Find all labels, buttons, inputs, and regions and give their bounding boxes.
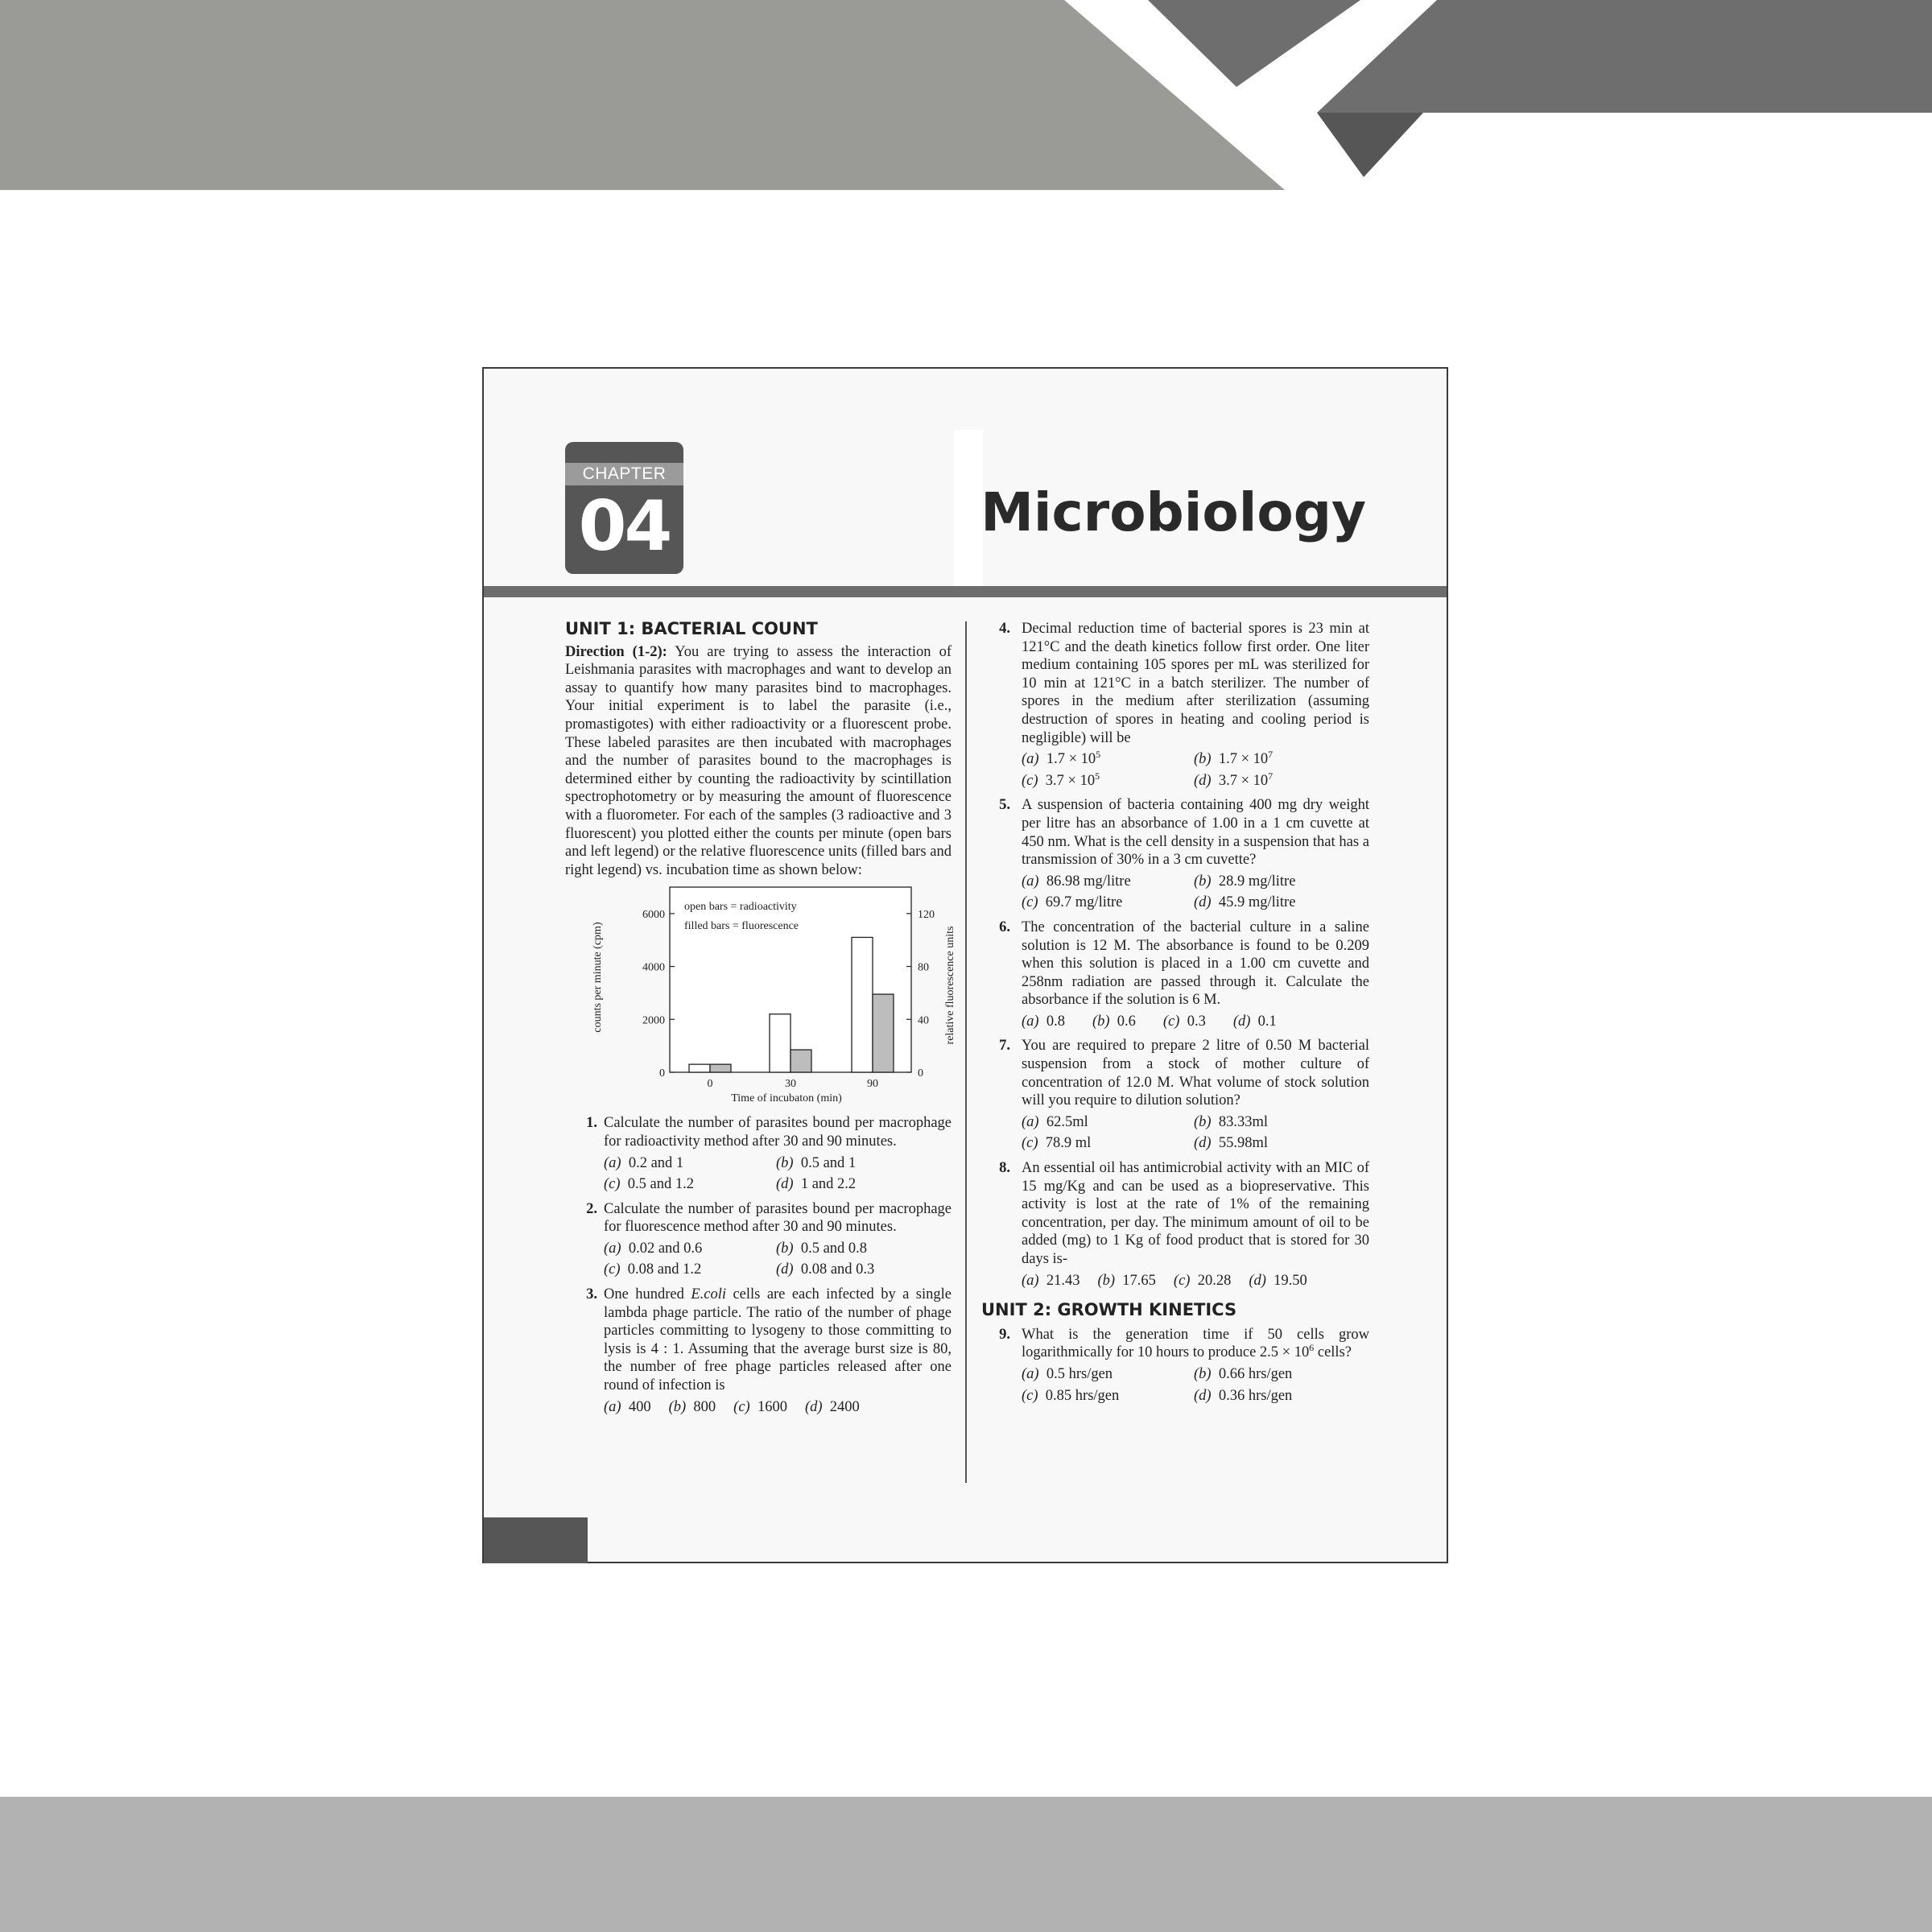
options: [1022, 1013, 1369, 1031]
question-text: One hundred E.coli cells are each infected by a single lambda phage particle. The ratio of the number of phage particles committing to lysogeny to those committing to lysis is 4 : 1. Assuming that the average burst size is 80, the number of free phage particles released after one round of infection is: [604, 1286, 952, 1394]
option-d[interactable]: (d) 0.1: [1232, 1013, 1277, 1030]
header-gap-strip: [954, 430, 983, 591]
top-decorative-band: [0, 0, 1932, 193]
bar-radioactivity-30: [770, 1014, 791, 1072]
option-a[interactable]: (a) 0.8: [1022, 1013, 1065, 1030]
question-3: [565, 1286, 952, 1416]
direction-paragraph: [565, 643, 952, 880]
option-a[interactable]: (a) 0.02 and 0.6: [604, 1240, 703, 1257]
question-text: Calculate the number of parasites bound per macrophage for fluorescence method after 30 and 90 minutes.: [604, 1200, 952, 1236]
question-text: A suspension of bacteria containing 400 mg dry weight per litre has an absorbance of 1.00 in a 1 cm cuvette at 450 nm. What is the cell density in a suspension that has a transmission of 30% in a 3 cm cuvette?: [1022, 797, 1369, 869]
question-6: [983, 919, 1369, 1031]
question-7: [983, 1037, 1369, 1153]
question-number: 2.: [586, 1200, 597, 1217]
legend-line-1: open bars = radioactivity: [684, 901, 797, 914]
direction-label: Direction (1-2):: [565, 643, 667, 660]
y-left-tick-label: 2000: [642, 1014, 665, 1027]
y-left-tick-label: 0: [659, 1067, 665, 1080]
option-c[interactable]: (c) 0.08 and 1.2: [604, 1261, 702, 1278]
unit1-heading: UNIT 1: BACTERIAL COUNT: [565, 619, 818, 638]
question-text: An essential oil has antimicrobial activity with an MIC of 15 mg/Kg and can be used as a biopreservative. This activity is lost at the rate of 1% of the remaining concentration, per day. The minimum amount of oil to be added (mg) to 1 Kg of food product that is stored for 30 days is-: [1022, 1160, 1369, 1267]
x-axis-label: Time of incubaton (min): [731, 1092, 842, 1105]
option-a[interactable]: (a) 0.2 and 1: [604, 1154, 684, 1171]
option-b[interactable]: (b) 0.5 and 1: [776, 1154, 857, 1171]
question-1: [565, 1114, 952, 1193]
option-b[interactable]: (b) 0.5 and 0.8: [776, 1240, 868, 1257]
chapter-number: 04: [578, 486, 671, 567]
question-number: 6.: [999, 919, 1010, 935]
options: [1022, 873, 1369, 912]
chapter-label: CHAPTER: [565, 463, 683, 485]
bar-chart: [589, 882, 956, 1108]
question-8: [983, 1159, 1369, 1290]
question-number: 1.: [586, 1115, 597, 1132]
question-number: 9.: [999, 1326, 1010, 1343]
option-b[interactable]: (b) 0.66 hrs/gen: [1194, 1365, 1293, 1382]
left-column: [565, 619, 956, 1416]
option-d[interactable]: (d) 0.08 and 0.3: [776, 1261, 875, 1278]
question-text: What is the generation time if 50 cells grow logarithmically for 10 hours to produce $2.5 \times 10^6$ cells?: [1022, 1326, 1369, 1361]
y-axis-left-label: counts per minute (cpm): [592, 922, 604, 1033]
bar-fluorescence-30: [791, 1050, 811, 1072]
question-number: 8.: [999, 1160, 1010, 1177]
option-d[interactable]: (d) $3.7 \times 10^7$: [1194, 770, 1274, 789]
chapter-badge: [565, 442, 683, 574]
x-tick-label: 90: [867, 1078, 878, 1091]
bar-radioactivity-90: [852, 938, 873, 1073]
option-a[interactable]: (a) 21.43: [1022, 1272, 1080, 1289]
column-divider: [965, 621, 967, 1483]
y-right-tick-label: 0: [918, 1067, 923, 1080]
option-c[interactable]: (c) 20.28: [1173, 1272, 1232, 1289]
y-axis-right-label: relative fluorescence units: [944, 926, 956, 1045]
option-b[interactable]: (b) 17.65: [1097, 1272, 1156, 1289]
option-c[interactable]: (c) 0.85 hrs/gen: [1022, 1387, 1120, 1404]
option-a[interactable]: (a) 400: [604, 1398, 651, 1415]
options: [604, 1240, 952, 1279]
x-tick-label: 30: [785, 1078, 796, 1091]
chapter-title: Microbiology: [980, 481, 1366, 543]
options: [604, 1154, 952, 1194]
options: [1022, 750, 1369, 790]
y-right-tick-label: 120: [918, 909, 935, 922]
legend-line-2: filled bars = fluorescence: [684, 920, 799, 933]
option-d[interactable]: (d) 1 and 2.2: [776, 1176, 857, 1193]
options: [1022, 1272, 1369, 1290]
option-d[interactable]: (d) 19.50: [1249, 1272, 1307, 1289]
question-text: Decimal reduction time of bacterial spores is 23 min at 121°C and the death kinetics follow first order. One liter medium containing 105 spores per mL was sterilized for 10 min at 121°C in a batch sterilizer. The number of spores in the medium after sterilization (assuming destruction of spores in heating and cooling period is negligible) will be: [1022, 621, 1369, 746]
question-5: [983, 796, 1369, 912]
option-d[interactable]: (d) 45.9 mg/litre: [1194, 894, 1296, 911]
bottom-decorative-band: [0, 1797, 1932, 1932]
y-left-tick-label: 6000: [642, 909, 665, 922]
question-number: 5.: [999, 797, 1010, 814]
right-column: [983, 620, 1369, 1405]
question-number: 7.: [999, 1038, 1010, 1055]
x-tick-label: 0: [707, 1078, 713, 1091]
option-a[interactable]: (a) 0.5 hrs/gen: [1022, 1365, 1113, 1382]
bar-fluorescence-0: [710, 1064, 731, 1072]
option-c[interactable]: (c) 1600: [733, 1398, 787, 1415]
option-a[interactable]: (a) 62.5ml: [1022, 1113, 1088, 1130]
question-4: [983, 620, 1369, 790]
option-d[interactable]: (d) 0.36 hrs/gen: [1194, 1387, 1293, 1404]
options: [1022, 1365, 1369, 1405]
direction-text: You are trying to assess the interaction of Leishmania parasites with macrophages and want to develop an assay to quantify how many parasites bind to macrophages. Your initial experiment is to label the parasite (i.e., promastigotes) with either radioactivity or a fluorescent probe. These labeled parasites are then incubated with macrophages and the number of parasites bound to the macrophages is determined either by counting the radioactivity by scintillation spectrophotometry or by measuring the amount of fluorescence with a fluorometer. For each of the samples (3 radioactive and 3 fluorescent) you plotted either the counts per minute (open bars and left legend) or the relative fluorescence units (filled bars and right legend) vs. incubation time as shown below:: [565, 643, 952, 878]
option-b[interactable]: (b) $1.7 \times 10^7$: [1194, 749, 1274, 768]
y-right-tick-label: 80: [918, 961, 929, 974]
y-left-tick-label: 4000: [642, 961, 665, 974]
question-text: The concentration of the bacterial culture in a saline solution is 12 M. The absorbance is found to be 0.209 when this solution is placed in a 1.00 cm cuvette and 258nm radiation are passed through it. Calculate the absorbance if the solution is 6 M.: [1022, 919, 1369, 1009]
question-number: 3.: [586, 1286, 597, 1303]
options: [1022, 1113, 1369, 1153]
unit2-heading: UNIT 2: GROWTH KINETICS: [981, 1300, 1237, 1320]
options: [604, 1398, 952, 1417]
option-b[interactable]: (b) 800: [668, 1398, 716, 1415]
question-text: Calculate the number of parasites bound per macrophage for radioactivity method after 30 and 90 minutes.: [604, 1115, 952, 1150]
option-a[interactable]: (a) $1.7 \times 10^5$: [1022, 749, 1101, 768]
question-2: [565, 1200, 952, 1279]
question-9: [983, 1326, 1369, 1405]
option-d[interactable]: (d) 2400: [804, 1398, 860, 1415]
option-b[interactable]: (b) 83.33ml: [1194, 1113, 1268, 1130]
option-b[interactable]: (b) 28.9 mg/litre: [1194, 873, 1296, 890]
option-b[interactable]: (b) 0.6: [1092, 1013, 1136, 1030]
corner-block: [484, 1517, 588, 1563]
y-right-tick-label: 40: [918, 1014, 929, 1027]
question-text: You are required to prepare 2 litre of 0.50 M bacterial suspension from a stock of mother culture of concentration of 12.0 M. What volume of stock solution will you require to dilution solution?: [1022, 1038, 1369, 1109]
question-number: 4.: [999, 621, 1010, 637]
option-c[interactable]: (c) 0.3: [1162, 1013, 1206, 1030]
book-page: [482, 367, 1448, 1563]
option-a[interactable]: (a) 86.98 mg/litre: [1022, 873, 1131, 890]
header-rule: [484, 586, 1447, 597]
option-c[interactable]: (c) 0.5 and 1.2: [604, 1176, 695, 1193]
option-c[interactable]: (c) $3.7 \times 10^5$: [1022, 770, 1100, 789]
option-c[interactable]: (c) 78.9 ml: [1022, 1135, 1092, 1152]
option-d[interactable]: (d) 55.98ml: [1194, 1135, 1268, 1152]
bar-fluorescence-90: [873, 994, 894, 1072]
option-c[interactable]: (c) 69.7 mg/litre: [1022, 894, 1123, 911]
bar-radioactivity-0: [689, 1064, 710, 1072]
